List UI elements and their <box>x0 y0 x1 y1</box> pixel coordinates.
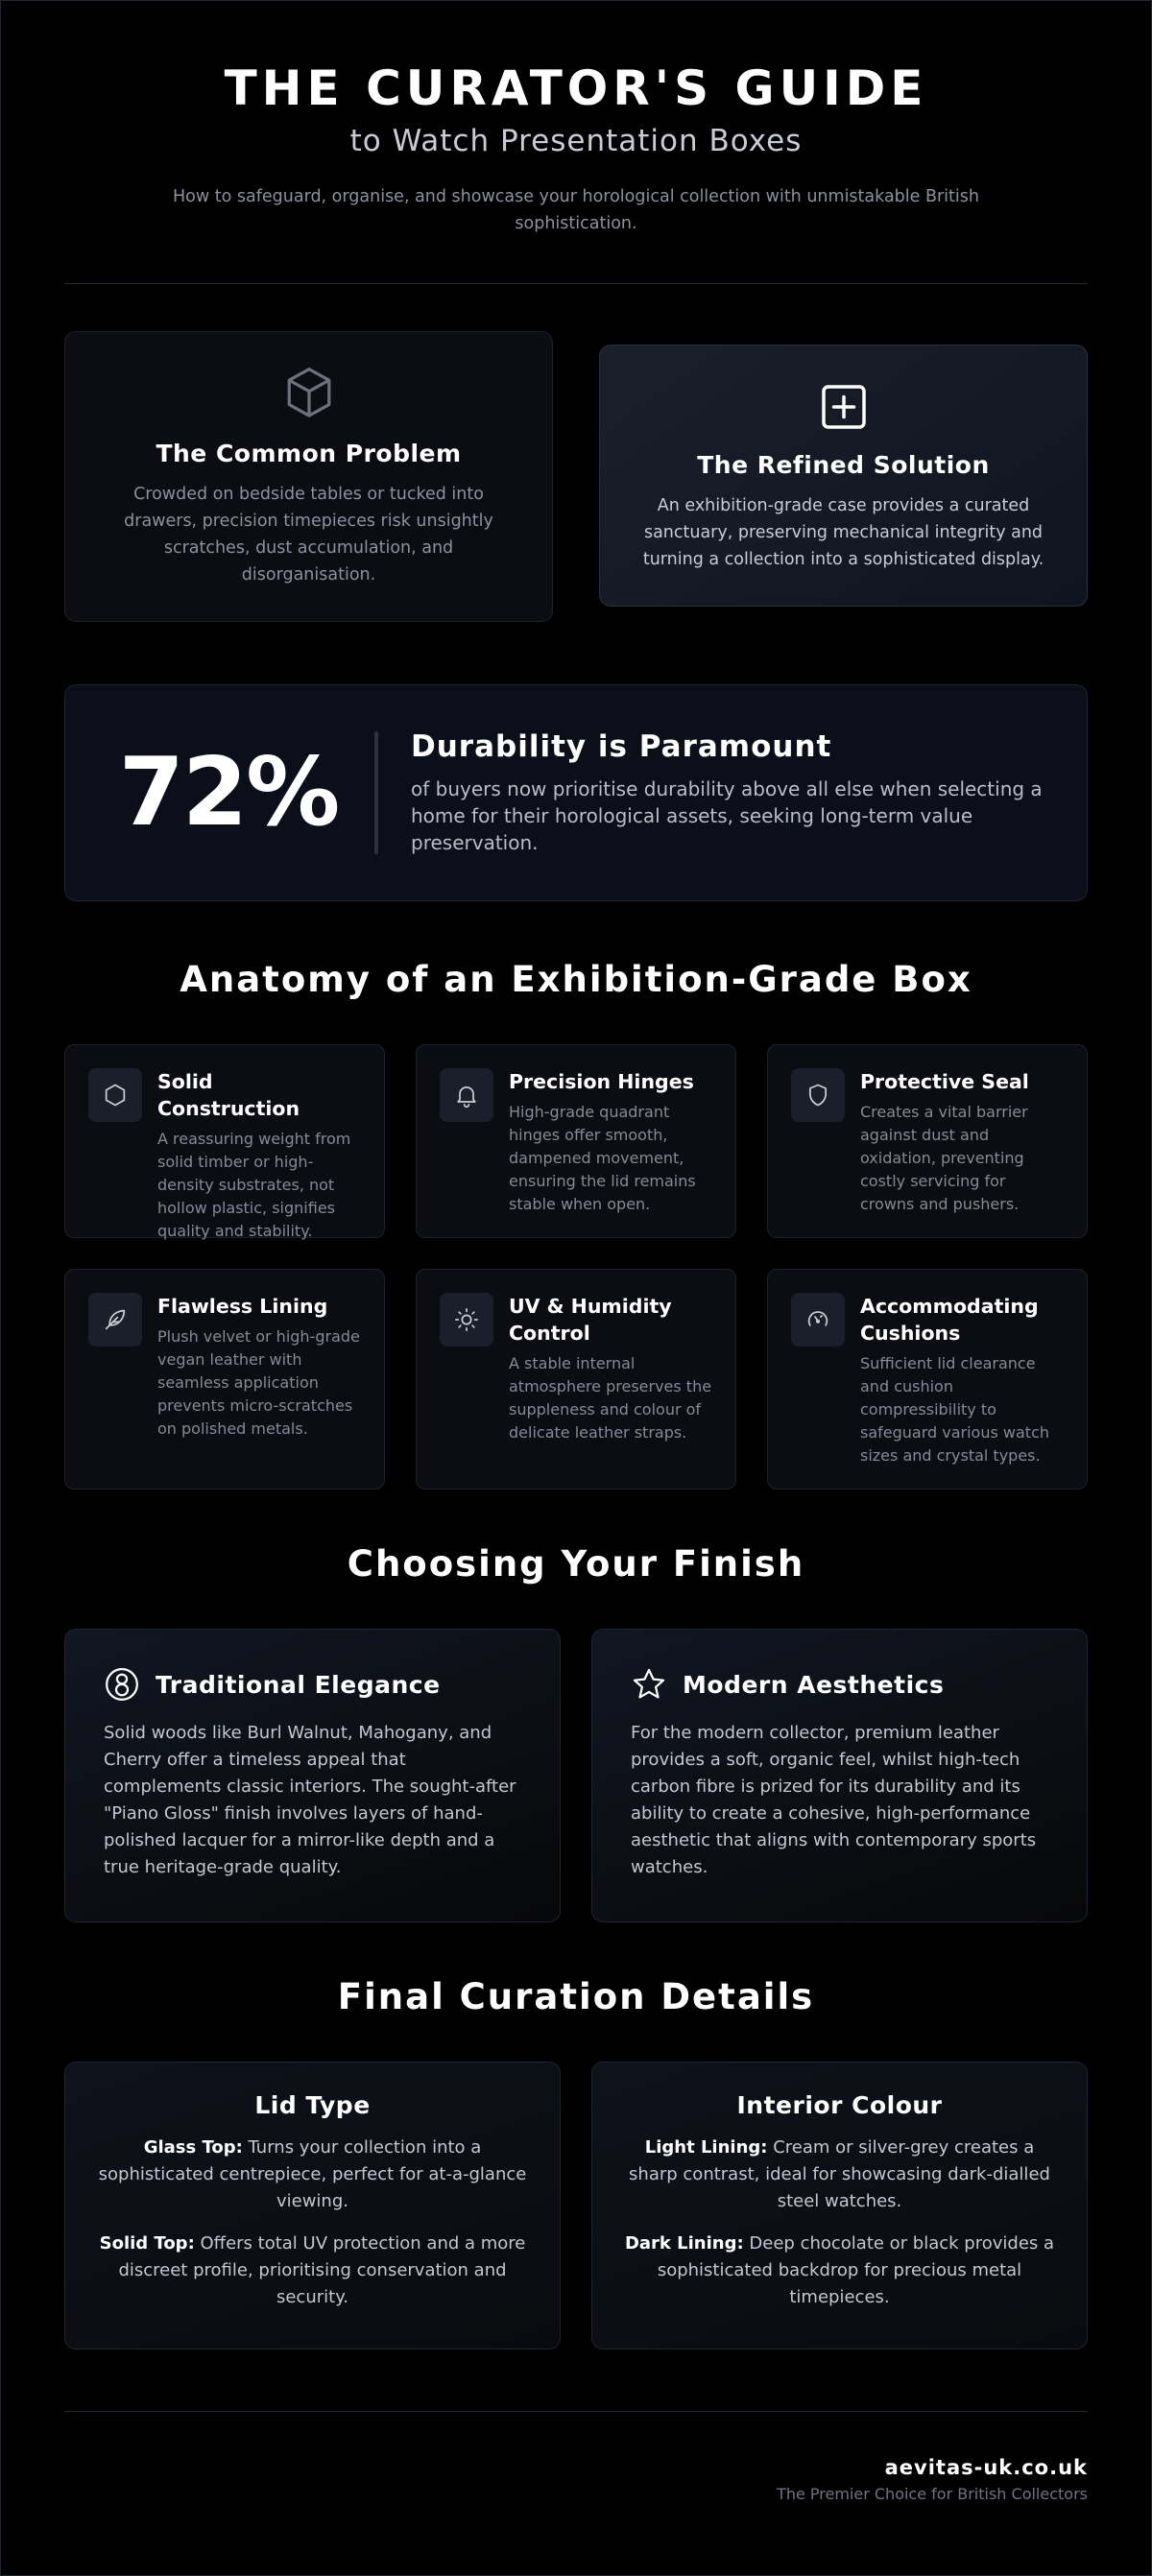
feature-title: Accommodating Cushions <box>860 1295 1039 1345</box>
finish-section <box>64 1629 1088 1922</box>
features-grid <box>64 1044 1088 1490</box>
feature-card <box>767 1044 1088 1238</box>
finish-option-title: Traditional Elegance <box>156 1670 441 1699</box>
lining-option <box>623 2135 1056 2215</box>
finish-title: Choosing Your Finish <box>347 1543 805 1585</box>
stat-banner <box>64 684 1088 901</box>
finish-card <box>64 1629 561 1922</box>
interior-colour-card <box>591 2062 1088 2349</box>
solution-text: An exhibition-grade case provides a curated sanctuary, preserving mechanical integrity and turning a collection into a sophisticated display. <box>642 496 1044 569</box>
lid-type-title: Lid Type <box>254 2091 371 2119</box>
divider <box>64 2411 1088 2412</box>
feature-title: Precision Hinges <box>509 1070 694 1093</box>
page-subtitle: to Watch Presentation Boxes <box>349 124 803 158</box>
page-title: THE CURATOR'S GUIDE <box>224 60 928 116</box>
footer-tagline: The Premier Choice for British Collectors <box>777 2485 1088 2503</box>
grain-icon <box>104 1666 140 1703</box>
shield-icon <box>791 1068 845 1122</box>
feature-card <box>64 1269 385 1490</box>
stat-value: 72% <box>118 738 339 847</box>
star-icon <box>631 1666 667 1703</box>
problem-solution-section <box>64 331 1088 622</box>
feature-text: A reassuring weight from solid timber or high-density substrates, not hollow plastic, signifies quality and stability. <box>157 1130 351 1240</box>
lining-option-label: Dark Lining: <box>624 2233 744 2254</box>
lid-option-text: Offers total UV protection and a more discreet profile, prioritising conservation and security. <box>118 2233 526 2307</box>
stat-title: Durability is Paramount <box>411 729 832 764</box>
feature-title: Protective Seal <box>860 1070 1029 1093</box>
intro-text: How to safeguard, organise, and showcase your horological collection with unmistakable British sophistication. <box>173 187 979 233</box>
lining-option-label: Light Lining: <box>644 2137 768 2158</box>
hexagon-icon <box>88 1068 142 1122</box>
feather-icon <box>88 1293 142 1347</box>
lid-option-label: Solid Top: <box>99 2233 195 2254</box>
curation-title: Final Curation Details <box>337 1976 815 2017</box>
anatomy-title: Anatomy of an Exhibition-Grade Box <box>180 959 972 1000</box>
feature-text: Plush velvet or high-grade vegan leather with seamless application prevents micro-scratches on polished metals. <box>157 1327 360 1438</box>
sun-icon <box>440 1293 493 1347</box>
footer <box>64 2456 1088 2503</box>
feature-card <box>416 1044 736 1238</box>
gauge-icon <box>791 1293 845 1347</box>
feature-text: Sufficient lid clearance and cushion compressibility to safeguard various watch sizes and crystal types. <box>860 1354 1050 1465</box>
interior-colour-title: Interior Colour <box>736 2091 943 2119</box>
solution-card <box>599 345 1088 607</box>
finish-option-text: Solid woods like Burl Walnut, Mahogany, and Cherry offer a timeless appeal that complements classic interiors. The sought-after "Piano Gloss" finish involves layers of hand-polished lacquer for a mirror-like depth and a true heritage-grade quality. <box>104 1723 516 1877</box>
problem-title: The Common Problem <box>156 440 462 467</box>
solution-title: The Refined Solution <box>697 451 990 479</box>
feature-card <box>767 1269 1088 1490</box>
finish-option-text: For the modern collector, premium leather provides a soft, organic feel, whilst high-tech carbon fibre is prized for its durability and its ability to create a cohesive, high-performance aesthetic that aligns with contemporary sports watches. <box>631 1723 1037 1877</box>
lid-option-label: Glass Top: <box>143 2137 243 2158</box>
finish-card <box>591 1629 1088 1922</box>
lining-option <box>623 2230 1056 2311</box>
feature-text: Creates a vital barrier against dust and oxidation, preventing costly servicing for crowns and pushers. <box>860 1103 1028 1213</box>
feature-text: A stable internal atmosphere preserves the suppleness and colour of delicate leather straps. <box>509 1354 712 1442</box>
stat-text: of buyers now prioritise durability above all else when selecting a home for their horological assets, seeking long-term value preservation. <box>411 777 1043 854</box>
cube-icon <box>65 365 552 422</box>
stat-body <box>378 729 1050 856</box>
lid-option <box>96 2135 529 2215</box>
lid-type-card <box>64 2062 561 2349</box>
finish-option-title: Modern Aesthetics <box>683 1670 945 1699</box>
lid-option-text: Turns your collection into a sophisticated centrepiece, perfect for at-a-glance viewing. <box>98 2137 527 2211</box>
problem-card <box>64 331 553 622</box>
divider <box>64 283 1088 284</box>
bell-icon <box>440 1068 493 1122</box>
feature-title: UV & Humidity Control <box>509 1295 672 1345</box>
feature-title: Flawless Lining <box>157 1295 328 1318</box>
footer-site-link[interactable]: aevitas-uk.co.uk <box>884 2456 1088 2479</box>
feature-card <box>416 1269 736 1490</box>
plus-square-icon <box>600 380 1087 434</box>
lining-option-text: Cream or silver-grey creates a sharp contrast, ideal for showcasing dark-dialled steel watches. <box>629 2137 1050 2211</box>
lining-option-text: Deep chocolate or black provides a sophisticated backdrop for precious metal timepieces. <box>657 2233 1055 2307</box>
curation-section <box>64 2062 1088 2349</box>
header <box>64 1 1088 237</box>
problem-text: Crowded on bedside tables or tucked into drawers, precision timepieces risk unsightly scratches, dust accumulation, and disorganisation. <box>124 485 493 584</box>
feature-title: Solid Construction <box>157 1070 300 1120</box>
feature-text: High-grade quadrant hinges offer smooth, dampened movement, ensuring the lid remains stable when open. <box>509 1103 696 1213</box>
lid-option <box>96 2230 529 2311</box>
feature-card <box>64 1044 385 1238</box>
